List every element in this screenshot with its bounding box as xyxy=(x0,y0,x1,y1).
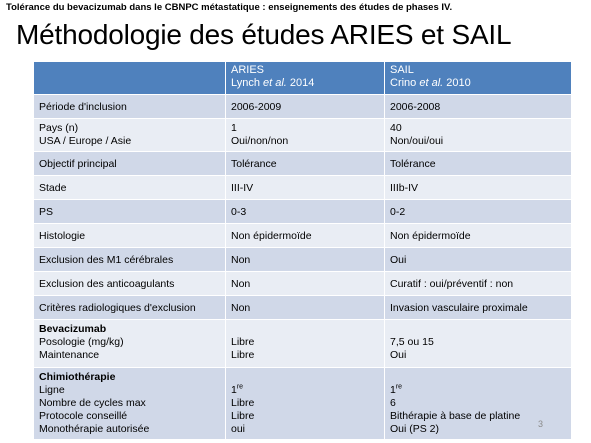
cell-sail: 0-2 xyxy=(385,200,572,224)
section-heading-bevacizumab: Bevacizumab xyxy=(39,323,107,335)
slide-title: Méthodologie des études ARIES et SAIL xyxy=(16,19,512,50)
row-label: Chimiothérapie Ligne Nombre de cycles max Protocole conseillé Monothérapie autorisée xyxy=(34,368,226,440)
table-row xyxy=(34,272,572,296)
row-label: Période d'inclusion xyxy=(34,95,226,119)
table-row xyxy=(34,320,572,368)
cell-sail: 1re 6 Bithérapie à base de platine Oui (PS 2) xyxy=(385,368,572,440)
header-aries xyxy=(226,62,385,95)
cell-aries: Non xyxy=(226,248,385,272)
cell-aries: 1re Libre Libre oui xyxy=(226,368,385,440)
table-row xyxy=(34,200,572,224)
cell-sail: IIIb-IV xyxy=(385,176,572,200)
table-row xyxy=(34,119,572,152)
cell-sail: Oui xyxy=(385,248,572,272)
table-row xyxy=(34,248,572,272)
table-row xyxy=(34,95,572,119)
header-aries-ref: Lynch et al. 2014 xyxy=(231,77,315,89)
cell-aries: Libre Libre xyxy=(226,320,385,368)
row-label: Histologie xyxy=(34,224,226,248)
table-header-row xyxy=(34,62,572,95)
section-heading-chimiotherapie: Chimiothérapie xyxy=(39,371,116,383)
row-label: Critères radiologiques d'exclusion xyxy=(34,296,226,320)
page-number: 3 xyxy=(538,419,544,429)
cell-aries: Non xyxy=(226,272,385,296)
header-sail-title: SAIL xyxy=(390,64,414,76)
cell-sail: Non épidermoïde xyxy=(385,224,572,248)
cell-aries: III-IV xyxy=(226,176,385,200)
row-label: Exclusion des anticoagulants xyxy=(34,272,226,296)
row-label: Pays (n) USA / Europe / Asie xyxy=(34,119,226,152)
header-empty-cell xyxy=(34,62,226,95)
table-row xyxy=(34,176,572,200)
cell-aries: Non épidermoïde xyxy=(226,224,385,248)
cell-sail: 2006-2008 xyxy=(385,95,572,119)
cell-aries: Non xyxy=(226,296,385,320)
row-label: Objectif principal xyxy=(34,152,226,176)
table-row xyxy=(34,224,572,248)
row-label: Bevacizumab Posologie (mg/kg) Maintenance xyxy=(34,320,226,368)
header-sail-ref: Crino et al. 2010 xyxy=(390,77,471,89)
cell-aries: 1 Oui/non/non xyxy=(226,119,385,152)
cell-sail: Curatif : oui/préventif : non xyxy=(385,272,572,296)
header-aries-title: ARIES xyxy=(231,64,265,76)
cell-sail: 7,5 ou 15 Oui xyxy=(385,320,572,368)
cell-sail: Tolérance xyxy=(385,152,572,176)
row-label: Exclusion des M1 cérébrales xyxy=(34,248,226,272)
cell-sail: Invasion vasculaire proximale xyxy=(385,296,572,320)
comparison-table xyxy=(33,61,572,440)
table-row xyxy=(34,296,572,320)
top-caption: Tolérance du bevacizumab dans le CBNPC métastatique : enseignements des études de phases IV. xyxy=(6,2,453,13)
cell-aries: 0-3 xyxy=(226,200,385,224)
table-row xyxy=(34,152,572,176)
cell-sail: 40 Non/oui/oui xyxy=(385,119,572,152)
table-row xyxy=(34,368,572,440)
header-sail xyxy=(385,62,572,95)
row-label: PS xyxy=(34,200,226,224)
cell-aries: 2006-2009 xyxy=(226,95,385,119)
cell-aries: Tolérance xyxy=(226,152,385,176)
row-label: Stade xyxy=(34,176,226,200)
